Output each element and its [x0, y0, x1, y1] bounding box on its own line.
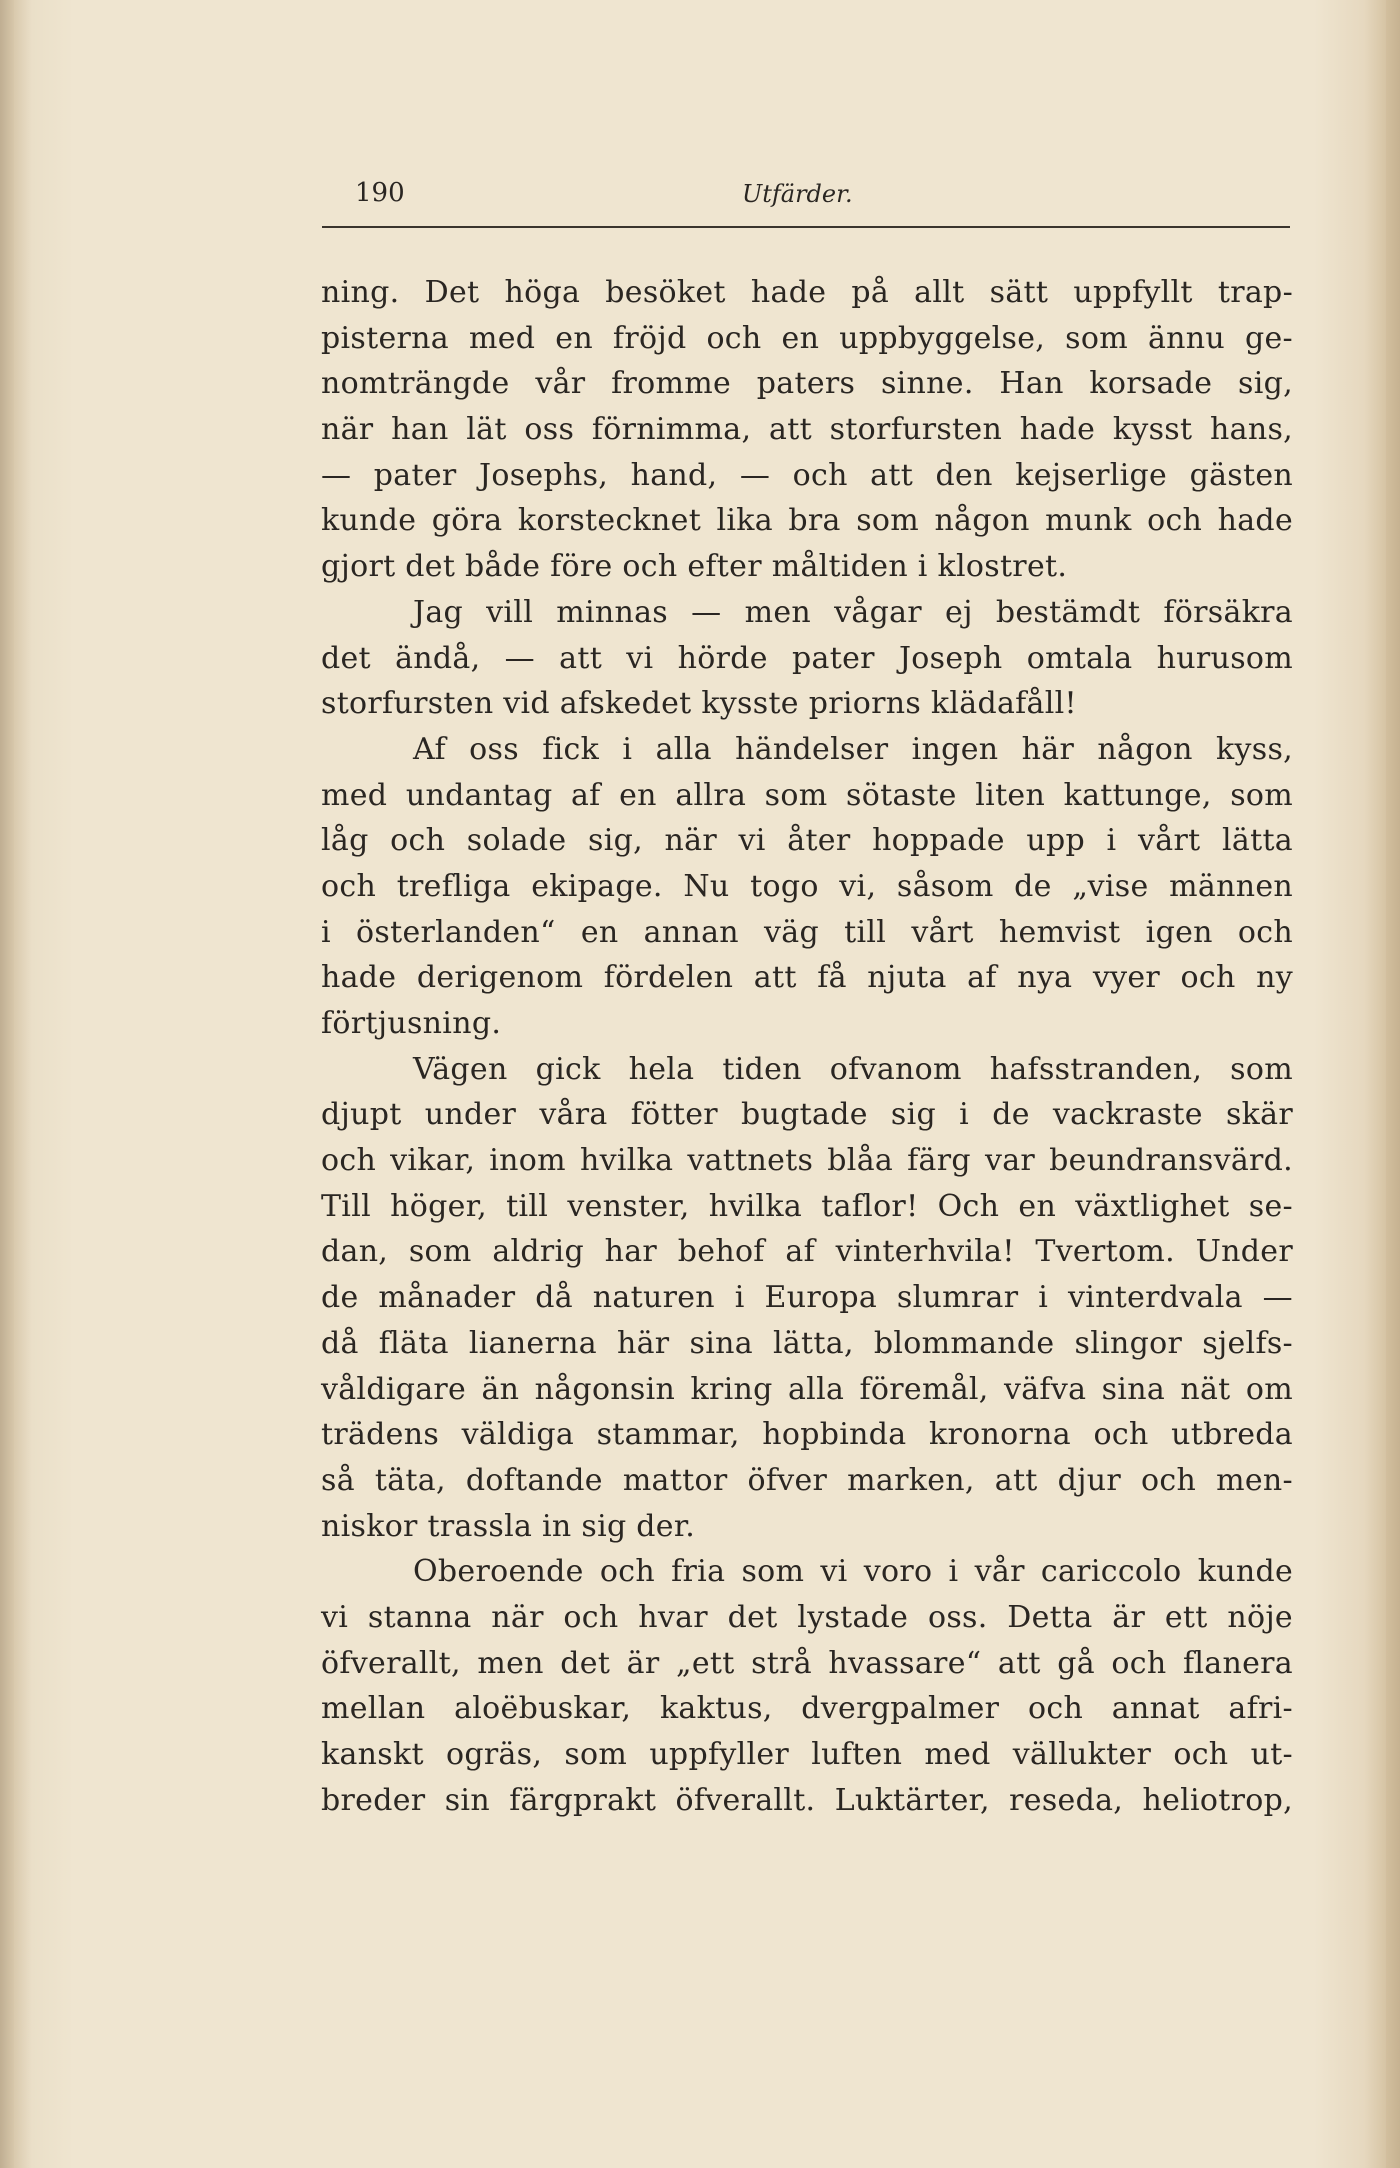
text-line: niskor trassla in sig der. — [321, 1508, 696, 1544]
text-line: hade derigenom fördelen att få njuta af nya vyer och ny — [321, 960, 1293, 996]
text-line: med undantag af en allra som sötaste liten kattunge, som — [321, 777, 1293, 813]
text-line: och vikar, inom hvilka vattnets blåa färg var beundransvärd. — [321, 1143, 1293, 1179]
header-rule — [322, 226, 1290, 228]
text-line: kunde göra korstecknet lika bra som någon munk och hade — [321, 503, 1293, 539]
running-head: Utfärder. — [742, 180, 853, 208]
text-line: — pater Josephs, hand, — och att den kejserlige gästen — [321, 457, 1293, 493]
text-line: det ändå, — att vi hörde pater Joseph omtala hurusom — [321, 640, 1293, 676]
text-line: dan, som aldrig har behof af vinterhvila! Tvertom. Under — [321, 1234, 1293, 1270]
text-line: trädens väldiga stammar, hopbinda kronorna och utbreda — [321, 1417, 1293, 1453]
text-line: pisterna med en fröjd och en uppbyggelse, som ännu ge- — [321, 320, 1293, 356]
text-line: när han lät oss förnimma, att storfursten hade kysst hans, — [321, 412, 1293, 448]
page-header — [0, 178, 1400, 218]
text-line: djupt under våra fötter bugtade sig i de vackraste skär — [321, 1097, 1293, 1133]
text-line: mellan aloëbuskar, kaktus, dvergpalmer och annat afri- — [321, 1691, 1293, 1727]
text-line: Af oss fick i alla händelser ingen här någon kyss, — [413, 731, 1293, 767]
text-line: öfverallt, men det är „ett strå hvassare“ att gå och flanera — [321, 1645, 1293, 1681]
book-spine-edge — [0, 0, 14, 2168]
text-line: kanskt ogräs, som uppfyller luften med vällukter och ut- — [321, 1737, 1293, 1772]
text-line: storfursten vid afskedet kysste priorns klädafåll! — [321, 686, 1077, 722]
text-line: Oberoende och fria som vi voro i vår cariccolo kunde — [413, 1554, 1293, 1590]
text-line: breder sin färgprakt öfverallt. Luktärter, reseda, heliotrop, — [321, 1782, 1293, 1818]
text-line: våldigare än någonsin kring alla föremål, väfva sina nät om — [321, 1371, 1293, 1407]
text-line: så täta, doftande mattor öfver marken, att djur och men- — [321, 1462, 1293, 1498]
text-line: låg och solade sig, när vi åter hoppade upp i vårt lätta — [321, 823, 1293, 859]
text-line: de månader då naturen i Europa slumrar i vinterdvala — — [321, 1280, 1293, 1316]
text-line: vi stanna när och hvar det lystade oss. Detta är ett nöje — [321, 1599, 1293, 1635]
text-line: nomträngde vår fromme paters sinne. Han korsade sig, — [321, 366, 1293, 402]
text-line: i österlanden“ en annan väg till vårt hemvist igen och — [321, 914, 1293, 950]
page-number: 190 — [355, 178, 405, 208]
text-line: ning. Det höga besöket hade på allt sätt uppfyllt trap- — [321, 275, 1293, 310]
body-text — [321, 270, 1293, 1823]
text-line: Jag vill minnas — men vågar ej bestämdt försäkra — [413, 594, 1293, 630]
text-line: Vägen gick hela tiden ofvanom hafsstranden, som — [413, 1051, 1293, 1087]
text-line: då fläta lianerna här sina lätta, blommande slingor sjelfs- — [321, 1325, 1293, 1361]
text-line: Till höger, till venster, hvilka taflor! Och en växtlighet se- — [321, 1188, 1293, 1224]
text-line: gjort det både före och efter måltiden i klostret. — [321, 549, 1068, 585]
text-line: och trefliga ekipage. Nu togo vi, såsom de „vise männen — [321, 868, 1293, 904]
text-line: förtjusning. — [321, 1006, 502, 1041]
page-edge — [1386, 0, 1400, 2168]
